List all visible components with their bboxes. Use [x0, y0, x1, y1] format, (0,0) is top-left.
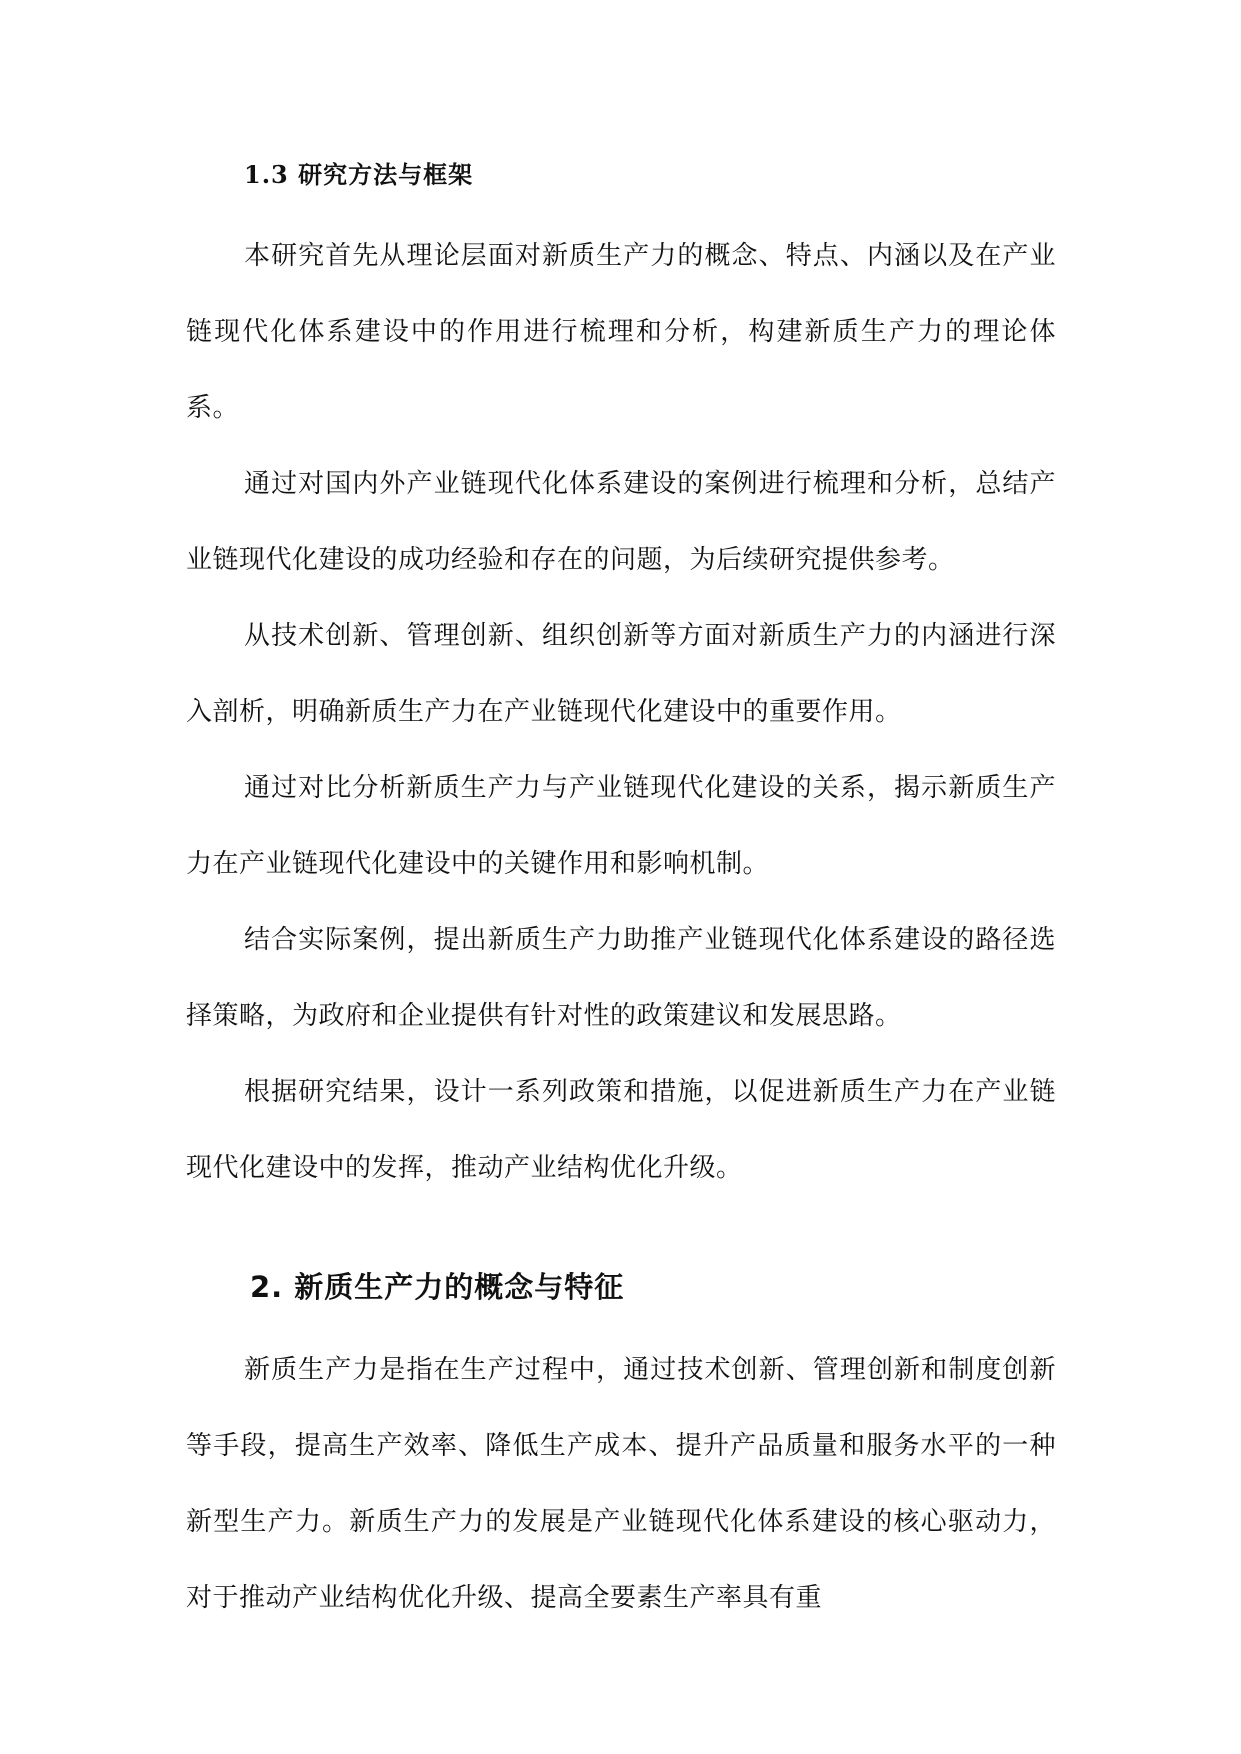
paragraph: 新质生产力是指在生产过程中，通过技术创新、管理创新和制度创新等手段，提高生产效率、降低生产成本、提升产品质量和服务水平的一种新型生产力。新质生产力的发展是产业链现代化体系建设的核心驱动力，对于推动产业结构优化升级、提高全要素生产率具有重 [186, 1355, 1056, 1613]
page-content [186, 140, 1056, 1636]
paragraph: 本研究首先从理论层面对新质生产力的概念、特点、内涵以及在产业链现代化体系建设中的作用进行梳理和分析，构建新质生产力的理论体系。 [186, 241, 1056, 423]
section-heading-1-3: 1.3 研究方法与框架 [244, 160, 474, 189]
paragraph: 根据研究结果，设计一系列政策和措施，以促进新质生产力在产业链现代化建设中的发挥，推动产业结构优化升级。 [186, 1077, 1056, 1183]
paragraph: 通过对国内外产业链现代化体系建设的案例进行梳理和分析，总结产业链现代化建设的成功经验和存在的问题，为后续研究提供参考。 [186, 469, 1056, 575]
paragraph: 结合实际案例，提出新质生产力助推产业链现代化体系建设的路径选择策略，为政府和企业提供有针对性的政策建议和发展思路。 [186, 925, 1056, 1031]
paragraph: 通过对比分析新质生产力与产业链现代化建设的关系，揭示新质生产力在产业链现代化建设中的关键作用和影响机制。 [186, 773, 1056, 879]
section-heading-2: 2. 新质生产力的概念与特征 [250, 1270, 625, 1304]
paragraph: 从技术创新、管理创新、组织创新等方面对新质生产力的内涵进行深入剖析，明确新质生产力在产业链现代化建设中的重要作用。 [186, 621, 1056, 727]
